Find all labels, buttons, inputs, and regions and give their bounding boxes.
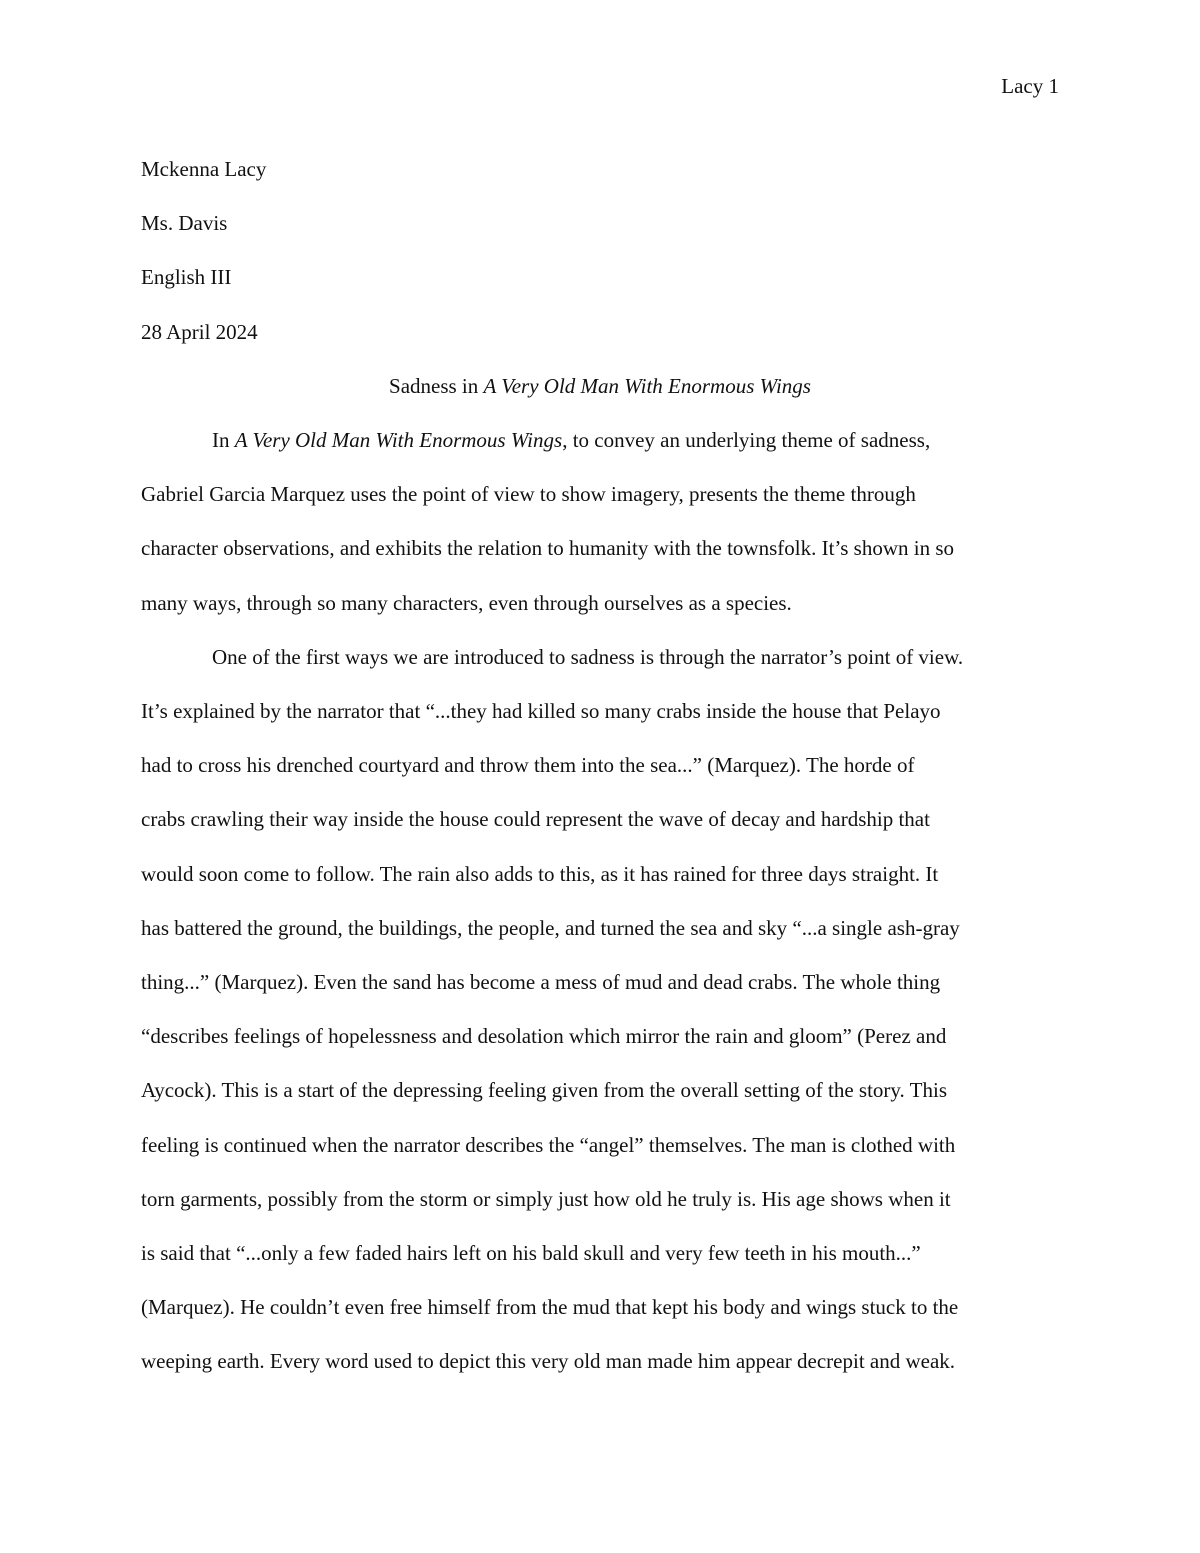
essay-title-prefix: Sadness in [389, 373, 484, 398]
paragraph-2-line: thing...” (Marquez). Even the sand has become a mess of mud and dead crabs. The whole thing [141, 970, 941, 995]
essay-date: 28 April 2024 [141, 319, 258, 344]
p1-line-1-prefix: In [212, 428, 235, 453]
instructor-name: Ms. Davis [141, 211, 228, 236]
essay-title-italic: A Very Old Man With Enormous Wings [483, 373, 811, 398]
paragraph-1-line: Gabriel Garcia Marquez uses the point of view to show imagery, presents the theme through [141, 482, 916, 507]
paragraph-2-line: has battered the ground, the buildings, the people, and turned the sea and sky “...a single ash-gray [141, 915, 960, 940]
paragraph-1 [141, 413, 1059, 630]
paragraph-2-line: would soon come to follow. The rain also adds to this, as it has rained for three days straight. It [141, 861, 939, 886]
running-head: Lacy 1 [1001, 74, 1059, 98]
paragraph-2-line: feeling is continued when the narrator describes the “angel” themselves. The man is clothed with [141, 1132, 956, 1157]
paragraph-2-line: Aycock). This is a start of the depressing feeling given from the overall setting of the story. This [141, 1078, 947, 1103]
paragraph-1-line: many ways, through so many characters, even through ourselves as a species. [141, 590, 792, 615]
student-name: Mckenna Lacy [141, 157, 267, 181]
paragraph-1-line-1 [141, 413, 1059, 467]
paragraph-2-line: One of the first ways we are introduced to sadness is through the narrator’s point of view. [212, 644, 964, 669]
paragraph-2-line: torn garments, possibly from the storm or simply just how old he truly is. His age shows when it [141, 1186, 951, 1211]
p1-line-1-suffix: , to convey an underlying theme of sadness, [562, 428, 931, 453]
paragraph-2-line: (Marquez). He couldn’t even free himself from the mud that kept his body and wings stuck to the [141, 1295, 959, 1320]
paragraph-2 [141, 630, 1059, 1389]
paragraph-2-line: It’s explained by the narrator that “...they had killed so many crabs inside the house that Pelayo [141, 699, 941, 724]
paragraph-2-line: is said that “...only a few faded hairs left on his bald skull and very few teeth in his mouth...” [141, 1241, 921, 1266]
paragraph-2-line: crabs crawling their way inside the house could represent the wave of decay and hardship that [141, 807, 930, 832]
paragraph-2-line: had to cross his drenched courtyard and throw them into the sea...” (Marquez). The horde of [141, 753, 915, 778]
essay-title [141, 359, 1059, 413]
document-body [141, 142, 1059, 1389]
course-name: English III [141, 265, 232, 290]
paragraph-2-line: weeping earth. Every word used to depict this very old man made him appear decrepit and weak. [141, 1349, 956, 1374]
p1-line-1-italic: A Very Old Man With Enormous Wings [234, 428, 563, 453]
paragraph-2-line: “describes feelings of hopelessness and desolation which mirror the rain and gloom” (Perez and [141, 1024, 947, 1049]
paragraph-1-line: character observations, and exhibits the relation to humanity with the townsfolk. It’s shown in so [141, 536, 955, 561]
